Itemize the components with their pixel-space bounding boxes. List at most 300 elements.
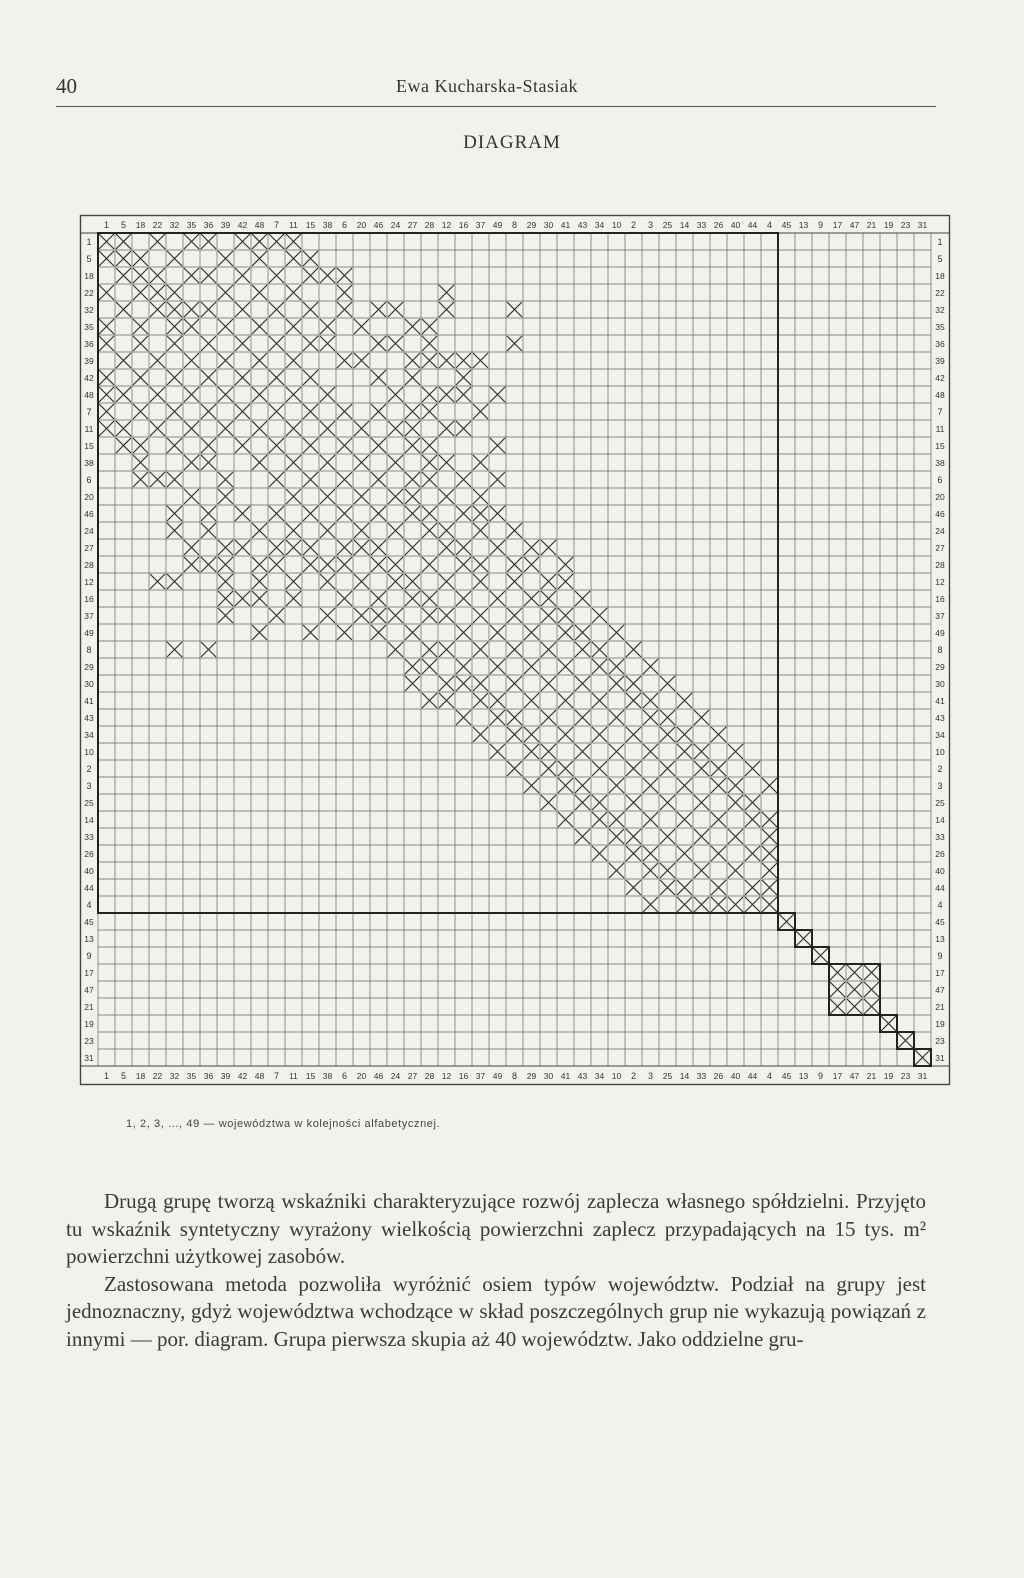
link-mark <box>473 404 488 419</box>
right-tick-label: 43 <box>935 713 945 723</box>
left-tick-label: 23 <box>84 1036 94 1046</box>
link-mark <box>541 676 556 691</box>
link-mark <box>524 778 539 793</box>
left-tick-label: 16 <box>84 594 94 604</box>
link-mark <box>133 285 148 300</box>
link-mark <box>473 353 488 368</box>
link-mark <box>184 455 199 470</box>
link-mark <box>830 965 845 980</box>
right-tick-label: 15 <box>935 441 945 451</box>
link-mark <box>439 574 454 589</box>
left-tick-label: 46 <box>84 509 94 519</box>
link-mark <box>490 710 505 725</box>
link-mark <box>235 370 250 385</box>
link-mark <box>388 523 403 538</box>
link-mark <box>371 336 386 351</box>
left-tick-label: 21 <box>84 1002 94 1012</box>
link-mark <box>694 829 709 844</box>
left-tick-label: 26 <box>84 849 94 859</box>
link-mark <box>524 727 539 742</box>
top-tick-label: 5 <box>120 220 127 230</box>
link-mark <box>558 778 573 793</box>
link-mark <box>252 523 267 538</box>
link-mark <box>133 438 148 453</box>
link-mark <box>915 1050 930 1065</box>
top-tick-label: 49 <box>492 220 503 230</box>
bottom-tick-label: 38 <box>322 1071 333 1081</box>
left-tick-label: 41 <box>84 696 94 706</box>
link-mark <box>303 506 318 521</box>
link-mark <box>490 591 505 606</box>
link-mark <box>711 727 726 742</box>
link-mark <box>473 523 488 538</box>
link-mark <box>609 863 624 878</box>
link-mark <box>167 404 182 419</box>
link-mark <box>405 472 420 487</box>
link-mark <box>235 404 250 419</box>
link-mark <box>507 302 522 317</box>
link-mark <box>677 880 692 895</box>
link-mark <box>405 506 420 521</box>
link-mark <box>626 846 641 861</box>
top-tick-label: 19 <box>883 220 894 230</box>
bottom-tick-label: 36 <box>203 1071 214 1081</box>
left-tick-label: 44 <box>84 883 94 893</box>
top-tick-label: 23 <box>900 220 911 230</box>
link-mark <box>405 353 420 368</box>
link-mark <box>405 574 420 589</box>
top-tick-label: 42 <box>237 220 248 230</box>
link-mark <box>388 421 403 436</box>
link-mark <box>116 353 131 368</box>
link-mark <box>728 778 743 793</box>
right-tick-label: 22 <box>935 288 945 298</box>
link-mark <box>286 574 301 589</box>
left-tick-label: 45 <box>84 917 94 927</box>
link-mark <box>762 880 777 895</box>
link-mark <box>167 370 182 385</box>
top-tick-label: 7 <box>273 220 280 230</box>
link-mark <box>201 642 216 657</box>
link-mark <box>626 693 641 708</box>
top-tick-label: 26 <box>713 220 724 230</box>
link-mark <box>847 982 862 997</box>
running-head: Ewa Kucharska-Stasiak <box>396 76 578 96</box>
top-tick-label: 10 <box>611 220 622 230</box>
bottom-tick-label: 27 <box>407 1071 418 1081</box>
right-tick-label: 38 <box>935 458 945 468</box>
link-mark <box>320 489 335 504</box>
left-tick-label: 48 <box>84 390 94 400</box>
top-tick-label: 48 <box>254 220 265 230</box>
link-mark <box>167 574 182 589</box>
link-mark <box>235 234 250 249</box>
link-mark <box>422 506 437 521</box>
link-mark <box>422 336 437 351</box>
link-mark <box>439 421 454 436</box>
link-mark <box>337 404 352 419</box>
right-tick-label: 14 <box>935 815 945 825</box>
adjacency-diagram <box>80 215 945 1087</box>
bottom-tick-label: 14 <box>679 1071 690 1081</box>
right-tick-label: 8 <box>937 645 943 655</box>
bottom-tick-label: 17 <box>832 1071 843 1081</box>
left-tick-label: 30 <box>84 679 94 689</box>
link-mark <box>643 863 658 878</box>
right-tick-label: 25 <box>935 798 945 808</box>
bottom-tick-label: 45 <box>781 1071 792 1081</box>
link-mark <box>507 761 522 776</box>
link-mark <box>218 608 233 623</box>
top-tick-label: 17 <box>832 220 843 230</box>
link-mark <box>303 438 318 453</box>
link-mark <box>184 540 199 555</box>
top-tick-label: 25 <box>662 220 673 230</box>
bottom-tick-label: 3 <box>647 1071 654 1081</box>
link-mark <box>133 455 148 470</box>
link-mark <box>575 829 590 844</box>
link-mark <box>456 710 471 725</box>
link-mark <box>626 727 641 742</box>
left-tick-label: 7 <box>86 407 92 417</box>
link-mark <box>405 438 420 453</box>
link-mark <box>218 489 233 504</box>
link-mark <box>524 659 539 674</box>
link-mark <box>405 659 420 674</box>
link-mark <box>405 591 420 606</box>
link-mark <box>592 659 607 674</box>
link-mark <box>490 693 505 708</box>
link-mark <box>286 455 301 470</box>
left-tick-label: 31 <box>84 1053 94 1063</box>
link-mark <box>643 778 658 793</box>
link-mark <box>167 523 182 538</box>
link-mark <box>490 540 505 555</box>
left-tick-label: 49 <box>84 628 94 638</box>
body-text <box>66 1188 926 1353</box>
link-mark <box>337 302 352 317</box>
link-mark <box>694 710 709 725</box>
link-mark <box>864 999 879 1014</box>
link-mark <box>405 625 420 640</box>
link-mark <box>286 234 301 249</box>
link-mark <box>303 557 318 572</box>
link-mark <box>371 591 386 606</box>
top-tick-label: 31 <box>917 220 928 230</box>
top-tick-label: 1 <box>103 220 110 230</box>
link-mark <box>422 557 437 572</box>
link-mark <box>524 625 539 640</box>
link-mark <box>439 676 454 691</box>
link-mark <box>252 421 267 436</box>
link-mark <box>864 982 879 997</box>
link-mark <box>609 710 624 725</box>
link-mark <box>371 608 386 623</box>
bottom-tick-label: 47 <box>849 1071 860 1081</box>
bottom-tick-label: 1 <box>103 1071 110 1081</box>
link-mark <box>643 846 658 861</box>
link-mark <box>745 761 760 776</box>
link-mark <box>660 676 675 691</box>
right-tick-label: 18 <box>935 271 945 281</box>
link-mark <box>320 557 335 572</box>
top-tick-label: 16 <box>458 220 469 230</box>
link-mark <box>524 591 539 606</box>
left-tick-label: 35 <box>84 322 94 332</box>
link-mark <box>184 489 199 504</box>
link-mark <box>694 744 709 759</box>
top-tick-label: 22 <box>152 220 163 230</box>
link-mark <box>371 540 386 555</box>
right-tick-label: 20 <box>935 492 945 502</box>
link-mark <box>303 540 318 555</box>
link-mark <box>592 608 607 623</box>
link-mark <box>133 251 148 266</box>
link-mark <box>456 472 471 487</box>
left-tick-label: 47 <box>84 985 94 995</box>
right-tick-label: 12 <box>935 577 945 587</box>
right-tick-label: 4 <box>937 900 943 910</box>
link-mark <box>643 812 658 827</box>
link-mark <box>762 897 777 912</box>
link-mark <box>541 710 556 725</box>
link-mark <box>388 336 403 351</box>
link-mark <box>524 693 539 708</box>
link-mark <box>592 727 607 742</box>
left-tick-label: 5 <box>86 254 92 264</box>
link-mark <box>167 319 182 334</box>
link-mark <box>201 370 216 385</box>
link-mark <box>558 659 573 674</box>
link-mark <box>507 336 522 351</box>
top-tick-label: 46 <box>373 220 384 230</box>
link-mark <box>320 387 335 402</box>
link-mark <box>847 999 862 1014</box>
link-mark <box>439 540 454 555</box>
link-mark <box>881 1016 896 1031</box>
top-tick-label: 39 <box>220 220 231 230</box>
top-tick-label: 45 <box>781 220 792 230</box>
link-mark <box>422 387 437 402</box>
bottom-tick-label: 42 <box>237 1071 248 1081</box>
link-mark <box>116 251 131 266</box>
right-tick-label: 5 <box>937 254 943 264</box>
link-mark <box>167 642 182 657</box>
left-tick-label: 36 <box>84 339 94 349</box>
right-tick-label: 21 <box>935 1002 945 1012</box>
link-mark <box>609 812 624 827</box>
link-mark <box>592 812 607 827</box>
link-mark <box>286 251 301 266</box>
link-mark <box>626 880 641 895</box>
link-mark <box>354 353 369 368</box>
link-mark <box>388 489 403 504</box>
right-tick-label: 47 <box>935 985 945 995</box>
link-mark <box>541 591 556 606</box>
link-mark <box>490 472 505 487</box>
link-mark <box>609 778 624 793</box>
link-mark <box>201 438 216 453</box>
link-mark <box>184 387 199 402</box>
link-mark <box>677 897 692 912</box>
link-mark <box>728 795 743 810</box>
link-mark <box>201 404 216 419</box>
link-mark <box>371 557 386 572</box>
link-mark <box>422 438 437 453</box>
diagram-title: DIAGRAM <box>463 132 561 153</box>
link-mark <box>575 778 590 793</box>
link-mark <box>201 302 216 317</box>
link-mark <box>320 574 335 589</box>
link-mark <box>354 455 369 470</box>
link-mark <box>575 591 590 606</box>
link-mark <box>405 370 420 385</box>
link-mark <box>490 506 505 521</box>
link-mark <box>473 489 488 504</box>
top-tick-label: 36 <box>203 220 214 230</box>
bottom-tick-label: 34 <box>594 1071 605 1081</box>
left-tick-label: 27 <box>84 543 94 553</box>
link-mark <box>116 302 131 317</box>
right-tick-label: 30 <box>935 679 945 689</box>
top-tick-label: 6 <box>341 220 348 230</box>
link-mark <box>269 438 284 453</box>
link-mark <box>405 540 420 555</box>
link-mark <box>235 336 250 351</box>
link-mark <box>303 625 318 640</box>
link-mark <box>201 336 216 351</box>
right-tick-label: 31 <box>935 1053 945 1063</box>
link-mark <box>252 574 267 589</box>
link-mark <box>609 744 624 759</box>
link-mark <box>456 659 471 674</box>
link-mark <box>269 336 284 351</box>
link-mark <box>167 438 182 453</box>
bottom-tick-label: 40 <box>730 1071 741 1081</box>
link-mark <box>337 353 352 368</box>
link-mark <box>592 642 607 657</box>
link-mark <box>728 829 743 844</box>
top-tick-label: 38 <box>322 220 333 230</box>
link-mark <box>745 897 760 912</box>
bottom-tick-label: 12 <box>441 1071 452 1081</box>
link-mark <box>303 251 318 266</box>
link-mark <box>269 404 284 419</box>
link-mark <box>252 591 267 606</box>
left-tick-label: 8 <box>86 645 92 655</box>
link-mark <box>218 353 233 368</box>
link-mark <box>507 642 522 657</box>
link-mark <box>320 455 335 470</box>
link-mark <box>711 812 726 827</box>
link-mark <box>218 540 233 555</box>
link-mark <box>337 506 352 521</box>
link-mark <box>99 387 114 402</box>
link-mark <box>167 302 182 317</box>
link-mark <box>745 846 760 861</box>
left-tick-label: 40 <box>84 866 94 876</box>
link-mark <box>303 370 318 385</box>
link-mark <box>184 268 199 283</box>
left-tick-label: 39 <box>84 356 94 366</box>
link-mark <box>762 778 777 793</box>
link-mark <box>371 625 386 640</box>
link-mark <box>609 676 624 691</box>
link-mark <box>660 727 675 742</box>
link-mark <box>150 234 165 249</box>
link-mark <box>439 608 454 623</box>
bottom-tick-label: 23 <box>900 1071 911 1081</box>
bottom-tick-label: 6 <box>341 1071 348 1081</box>
top-tick-label: 14 <box>679 220 690 230</box>
link-mark <box>99 370 114 385</box>
top-tick-label: 40 <box>730 220 741 230</box>
link-mark <box>541 540 556 555</box>
link-mark <box>371 438 386 453</box>
right-tick-label: 16 <box>935 594 945 604</box>
bottom-tick-label: 21 <box>866 1071 877 1081</box>
bottom-tick-label: 41 <box>560 1071 571 1081</box>
top-tick-label: 2 <box>630 220 637 230</box>
left-tick-label: 28 <box>84 560 94 570</box>
link-mark <box>252 353 267 368</box>
figure-caption: 1, 2, 3, ..., 49 — województwa w kolejności alfabetycznej. <box>126 1118 441 1130</box>
link-mark <box>762 812 777 827</box>
link-mark <box>626 795 641 810</box>
right-tick-label: 28 <box>935 560 945 570</box>
right-tick-label: 33 <box>935 832 945 842</box>
top-tick-label: 21 <box>866 220 877 230</box>
link-mark <box>422 659 437 674</box>
link-mark <box>303 336 318 351</box>
right-tick-label: 32 <box>935 305 945 315</box>
bottom-tick-label: 13 <box>798 1071 809 1081</box>
link-mark <box>269 268 284 283</box>
link-mark <box>439 455 454 470</box>
link-mark <box>150 421 165 436</box>
link-mark <box>558 625 573 640</box>
bottom-tick-label: 46 <box>373 1071 384 1081</box>
link-mark <box>337 591 352 606</box>
top-tick-label: 43 <box>577 220 588 230</box>
left-tick-label: 3 <box>86 781 92 791</box>
link-mark <box>490 744 505 759</box>
link-mark <box>286 319 301 334</box>
link-mark <box>422 319 437 334</box>
left-tick-label: 34 <box>84 730 94 740</box>
link-mark <box>592 846 607 861</box>
link-mark <box>847 965 862 980</box>
right-tick-label: 49 <box>935 628 945 638</box>
link-mark <box>337 472 352 487</box>
left-tick-label: 33 <box>84 832 94 842</box>
top-tick-label: 18 <box>135 220 146 230</box>
link-mark <box>439 693 454 708</box>
link-mark <box>150 285 165 300</box>
link-mark <box>354 574 369 589</box>
link-mark <box>320 319 335 334</box>
link-mark <box>456 387 471 402</box>
top-tick-label: 37 <box>475 220 486 230</box>
link-mark <box>558 761 573 776</box>
link-mark <box>371 472 386 487</box>
bottom-tick-label: 16 <box>458 1071 469 1081</box>
link-mark <box>337 438 352 453</box>
link-mark <box>99 285 114 300</box>
bottom-tick-label: 20 <box>356 1071 367 1081</box>
link-mark <box>422 693 437 708</box>
link-mark <box>269 472 284 487</box>
